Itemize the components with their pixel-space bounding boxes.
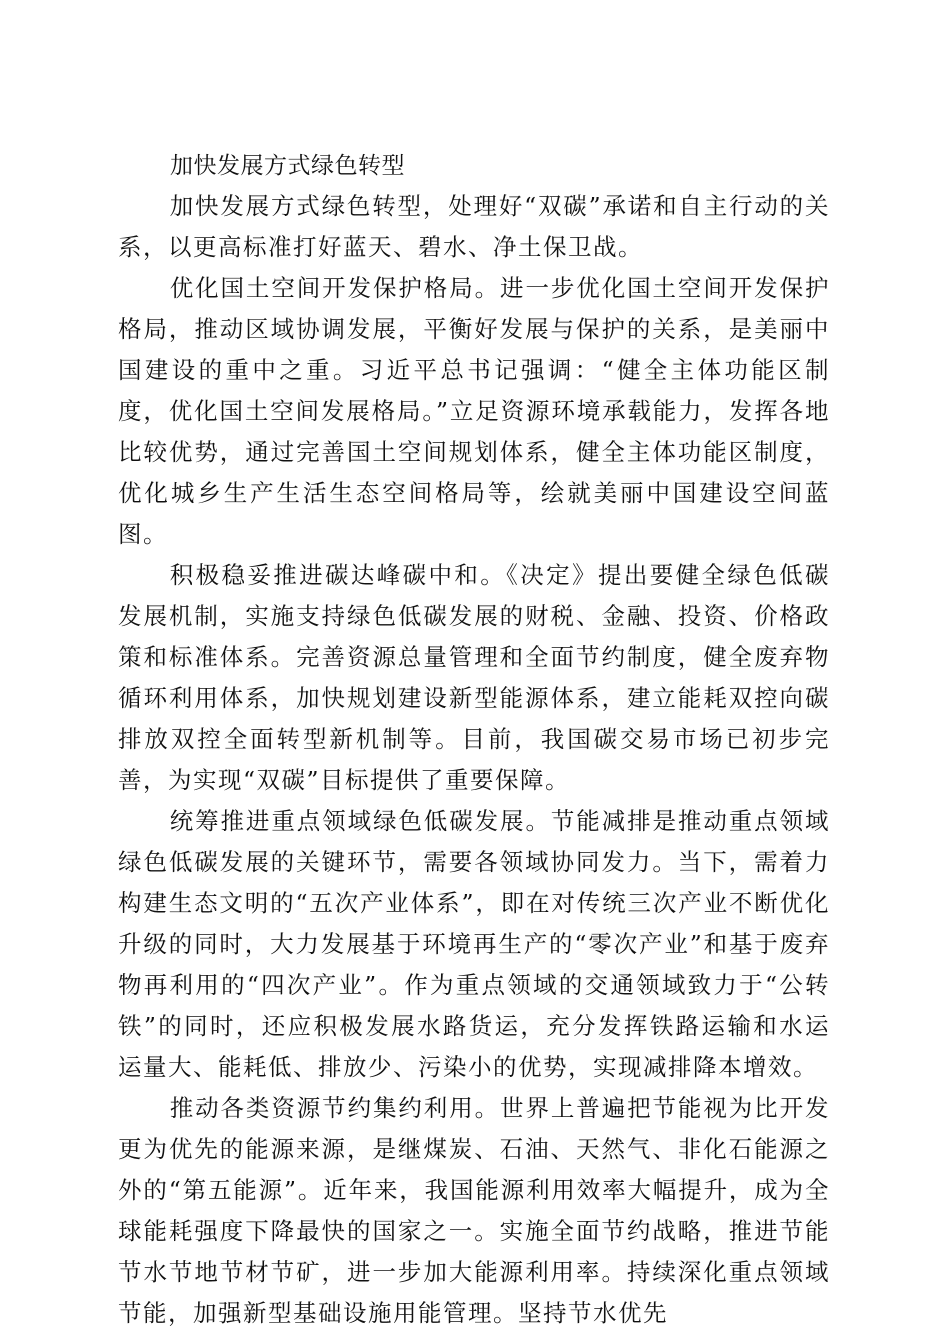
paragraph-land-space: 优化国土空间开发保护格局。进一步优化国土空间开发保护格局，推动区域协调发展，平衡好发展与保护的关系，是美丽中国建设的重中之重。习近平总书记强调：“健全主体功能区制度，优化国土空间发展格局。”立足资源环境承载能力，发挥各地比较优势，通过完善国土空间规划体系，健全主体功能区制度，优化城乡生产生活生态空间格局等，绘就美丽中国建设空间蓝图。 [118,274,830,548]
document-body [118,146,830,1334]
paragraph-intro: 加快发展方式绿色转型，处理好“双碳”承诺和自主行动的关系，以更高标准打好蓝天、碧水、净土保卫战。 [118,192,830,261]
paragraph-resource-saving: 推动各类资源节约集约利用。世界上普遍把节能视为比开发更为优先的能源来源，是继煤炭、石油、天然气、非化石能源之外的“第五能源”。近年来，我国能源利用效率大幅提升，成为全球能耗强度下降最快的国家之一。实施全面节约战略，推进节能节水节地节材节矿，进一步加大能源利用率。持续深化重点领域节能，加强新型基础设施用能管理。坚持节水优先 [118,1094,830,1327]
paragraph-key-sectors: 统筹推进重点领域绿色低碳发展。节能减排是推动重点领域绿色低碳发展的关键环节，需要各领域协同发力。当下，需着力构建生态文明的“五次产业体系”，即在对传统三次产业不断优化升级的同时，大力发展基于环境再生产的“零次产业”和基于废弃物再利用的“四次产业”。作为重点领域的交通领域致力于“公转铁”的同时，还应积极发展水路货运，充分发挥铁路运输和水运运量大、能耗低、排放少、污染小的优势，实现减排降本增效。 [118,807,830,1081]
paragraph-carbon-peak: 积极稳妥推进碳达峰碳中和。《决定》提出要健全绿色低碳发展机制，实施支持绿色低碳发展的财税、金融、投资、价格政策和标准体系。完善资源总量管理和全面节约制度，健全废弃物循环利用体系，加快规划建设新型能源体系，建立能耗双控向碳排放双控全面转型新机制等。目前，我国碳交易市场已初步完善，为实现“双碳”目标提供了重要保障。 [118,561,830,794]
document-title: 加快发展方式绿色转型 [170,153,405,179]
